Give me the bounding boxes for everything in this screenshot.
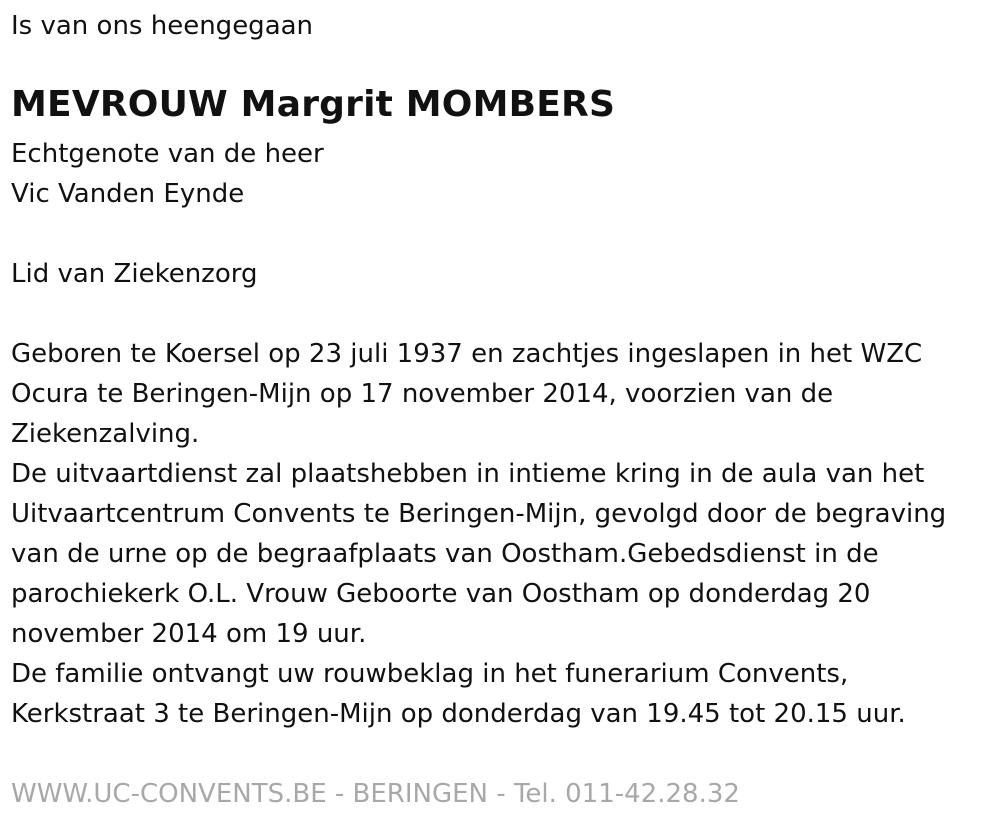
spouse-line: Echtgenote van de heer [11,139,324,169]
body-line: Ziekenzalving. [11,419,200,449]
spouse-block [11,134,324,214]
body-line: parochiekerk O.L. Vrouw Geboorte van Oostham op donderdag 20 [11,579,871,609]
body-line: De uitvaartdienst zal plaatshebben in intieme kring in de aula van het [11,459,925,489]
body-line: De familie ontvangt uw rouwbeklag in het funerarium Convents, [11,659,849,689]
body-line: van de urne op de begraafplaats van Oostham.Gebedsdienst in de [11,539,879,569]
membership-text: Lid van Ziekenzorg [11,259,258,289]
body-line: Ocura te Beringen-Mijn op 17 november 2014, voorzien van de [11,379,834,409]
spouse-line: Vic Vanden Eynde [11,179,245,209]
body-line: Uitvaartcentrum Convents te Beringen-Mijn, gevolgd door de begraving [11,499,947,529]
notice-body [11,334,946,734]
body-line: Geboren te Koersel op 23 juli 1937 en zachtjes ingeslapen in het WZC [11,339,923,369]
body-line: Kerkstraat 3 te Beringen-Mijn op donderdag van 19.45 tot 20.15 uur. [11,699,906,729]
body-line: november 2014 om 19 uur. [11,619,367,649]
deceased-name: MEVROUW Margrit MOMBERS [11,84,616,125]
footer-contact: WWW.UC-CONVENTS.BE - BERINGEN - Tel. 011-42.28.32 [11,779,740,809]
intro-text: Is van ons heengegaan [11,11,314,41]
